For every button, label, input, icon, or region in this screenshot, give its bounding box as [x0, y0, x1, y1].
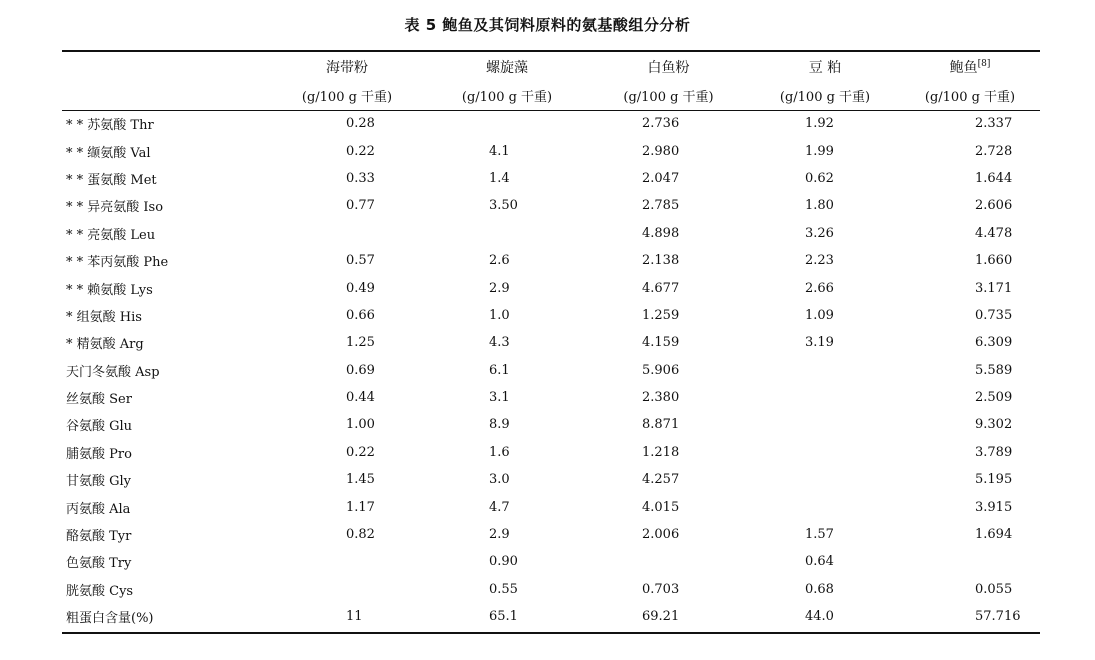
amino-acid-table [62, 52, 1040, 630]
table-cell: 1.99 [805, 143, 834, 159]
row-label: 丝氨酸 Ser [66, 392, 132, 408]
table-cell: 5.195 [975, 472, 1013, 488]
table-cell [750, 411, 900, 438]
table-cell: 1.694 [975, 527, 1013, 543]
table-row [62, 165, 1040, 192]
table-cell: 4.677 [642, 280, 680, 296]
table-cell [750, 439, 900, 466]
row-label: * * 苏氨酸 Thr [66, 118, 154, 134]
table-cell: 0.703 [642, 581, 680, 597]
table-cell: 5.906 [642, 362, 680, 378]
table-cell: 2.337 [975, 116, 1013, 132]
table-cell: 3.1 [489, 390, 510, 406]
table-title: 表 5 鲍鱼及其饲料原料的氨基酸组分分析 [404, 16, 691, 34]
row-label: 色氨酸 Try [66, 556, 132, 572]
table-cell: 4.898 [642, 225, 680, 241]
table-cell: 2.606 [975, 198, 1013, 214]
table-cell [267, 548, 427, 575]
table-cell: 1.80 [805, 198, 834, 214]
table-cell: 2.980 [642, 143, 680, 159]
column-header-label: 螺旋藻 [486, 59, 528, 76]
table-cell: 1.00 [346, 417, 375, 433]
table-cell: 0.90 [489, 554, 518, 570]
table-row [62, 548, 1040, 575]
row-label: 丙氨酸 Ala [66, 501, 131, 517]
table-row [62, 411, 1040, 438]
table-cell: 3.0 [489, 472, 510, 488]
column-header-label: 海带粉 [326, 59, 368, 76]
table-row [62, 576, 1040, 603]
table-cell: 0.69 [346, 362, 375, 378]
table-row [62, 274, 1040, 301]
table-cell: 9.302 [975, 417, 1013, 433]
column-header [267, 52, 427, 81]
table-cell: 1.57 [805, 527, 834, 543]
column-header-label: 白鱼粉 [647, 59, 690, 76]
table-cell: 3.915 [975, 499, 1013, 515]
table-cell: 2.728 [975, 143, 1013, 159]
table-cell: 0.64 [805, 554, 834, 570]
table-cell: 2.509 [975, 390, 1013, 406]
row-label: * 精氨酸 Arg [66, 337, 144, 353]
table-cell: 1.92 [805, 116, 834, 132]
table-cell: 0.735 [975, 307, 1013, 323]
column-header [587, 52, 750, 81]
row-label: * * 异亮氨酸 Iso [66, 200, 164, 216]
table-cell: 4.159 [642, 335, 680, 351]
header-row-names [62, 52, 1040, 81]
row-label: * * 苯丙氨酸 Phe [66, 255, 169, 271]
table-cell: 5.589 [975, 362, 1013, 378]
table-cell: 0.33 [346, 170, 375, 186]
table-cell: 1.660 [975, 253, 1013, 269]
table-row [62, 384, 1040, 411]
table-body [62, 110, 1040, 630]
table-cell [427, 220, 587, 247]
column-header-label: 豆 粕 [808, 59, 842, 76]
header-row-units [62, 81, 1040, 110]
column-header [900, 52, 1040, 81]
table-cell: 0.55 [489, 581, 518, 597]
table-row [62, 220, 1040, 247]
table-cell: 0.22 [346, 444, 375, 460]
unit-header: (g/100 g 干重) [301, 90, 393, 105]
row-label: * 组氨酸 His [66, 309, 142, 325]
table-row [62, 302, 1040, 329]
unit-header: (g/100 g 干重) [779, 90, 871, 105]
table-cell: 4.3 [489, 335, 510, 351]
table-row [62, 192, 1040, 219]
table-cell [750, 493, 900, 520]
row-label: 谷氨酸 Glu [66, 419, 133, 435]
table-cell [427, 110, 587, 137]
table-cell: 4.478 [975, 225, 1013, 241]
table-row [62, 329, 1040, 356]
table-cell: 1.09 [805, 307, 834, 323]
table-cell: 65.1 [489, 609, 518, 625]
row-label: 粗蛋白含量(%) [66, 611, 154, 627]
table-bottom-rule [62, 632, 1040, 634]
column-header [750, 52, 900, 81]
table-cell [267, 220, 427, 247]
table-cell: 1.218 [642, 444, 680, 460]
table-cell: 6.309 [975, 335, 1013, 351]
table-cell: 8.9 [489, 417, 510, 433]
column-header-label: 鲍鱼 [949, 59, 978, 76]
table-cell: 2.736 [642, 116, 680, 132]
row-label: 天门冬氨酸 Asp [66, 364, 160, 380]
table-cell: 1.17 [346, 499, 375, 515]
table-cell: 0.57 [346, 253, 375, 269]
column-header [427, 52, 587, 81]
table-cell [900, 548, 1040, 575]
table-cell: 0.055 [975, 581, 1013, 597]
header-blank [62, 81, 267, 110]
table-cell: 0.82 [346, 527, 375, 543]
row-label: 脯氨酸 Pro [66, 446, 132, 462]
table-cell: 0.77 [346, 198, 375, 214]
table-cell: 0.62 [805, 170, 834, 186]
unit-header: (g/100 g 干重) [924, 90, 1016, 105]
table-cell: 2.047 [642, 170, 680, 186]
table-cell: 2.138 [642, 253, 680, 269]
table-cell: 2.006 [642, 527, 680, 543]
table-row [62, 521, 1040, 548]
table-cell: 1.644 [975, 170, 1013, 186]
table-cell: 4.015 [642, 499, 680, 515]
row-label: * * 缬氨酸 Val [66, 145, 151, 161]
table-row [62, 110, 1040, 137]
table-cell [750, 384, 900, 411]
table-cell: 1.0 [489, 307, 510, 323]
table-cell: 2.9 [489, 280, 510, 296]
table-cell: 1.25 [346, 335, 375, 351]
table-cell: 0.68 [805, 581, 834, 597]
table-row [62, 439, 1040, 466]
reference-marker: [8] [977, 58, 991, 69]
table-cell: 1.4 [489, 170, 510, 186]
row-label: 酪氨酸 Tyr [66, 529, 132, 545]
table-cell: 0.22 [346, 143, 375, 159]
table-cell: 4.7 [489, 499, 510, 515]
table-cell: 0.44 [346, 390, 375, 406]
table-cell: 3.789 [975, 444, 1013, 460]
table-cell: 57.716 [975, 609, 1021, 625]
table-row [62, 603, 1040, 630]
table-cell: 3.26 [805, 225, 834, 241]
table-cell: 2.785 [642, 198, 680, 214]
row-label: * * 蛋氨酸 Met [66, 172, 157, 188]
table-cell: 44.0 [805, 609, 834, 625]
row-label: * * 亮氨酸 Leu [66, 227, 156, 243]
table-row [62, 137, 1040, 164]
table-cell: 6.1 [489, 362, 510, 378]
table-cell: 2.6 [489, 253, 510, 269]
table-row [62, 357, 1040, 384]
table-cell: 1.6 [489, 444, 510, 460]
table-cell: 1.259 [642, 307, 680, 323]
unit-header: (g/100 g 干重) [461, 90, 553, 105]
table-cell: 11 [346, 609, 363, 625]
table-cell: 69.21 [642, 609, 680, 625]
table-cell: 2.23 [805, 253, 834, 269]
table-cell: 2.9 [489, 527, 510, 543]
table-cell [587, 548, 750, 575]
table-cell: 0.28 [346, 116, 375, 132]
table-row [62, 493, 1040, 520]
table-cell: 4.1 [489, 143, 510, 159]
row-label: 胱氨酸 Cys [66, 583, 134, 599]
table-cell: 3.19 [805, 335, 834, 351]
table-cell: 8.871 [642, 417, 680, 433]
table-row [62, 466, 1040, 493]
row-label: 甘氨酸 Gly [66, 474, 132, 490]
table-cell: 3.171 [975, 280, 1013, 296]
table-cell [750, 466, 900, 493]
table-cell: 0.49 [346, 280, 375, 296]
table-cell [750, 357, 900, 384]
table-cell: 2.66 [805, 280, 834, 296]
row-label: * * 赖氨酸 Lys [66, 282, 153, 298]
table-cell: 3.50 [489, 198, 518, 214]
unit-header: (g/100 g 干重) [623, 90, 714, 105]
table-cell: 4.257 [642, 472, 680, 488]
table-cell: 2.380 [642, 390, 680, 406]
table-cell: 0.66 [346, 307, 375, 323]
table-cell [267, 576, 427, 603]
table-cell: 1.45 [346, 472, 375, 488]
table-row [62, 247, 1040, 274]
header-blank [62, 52, 267, 81]
